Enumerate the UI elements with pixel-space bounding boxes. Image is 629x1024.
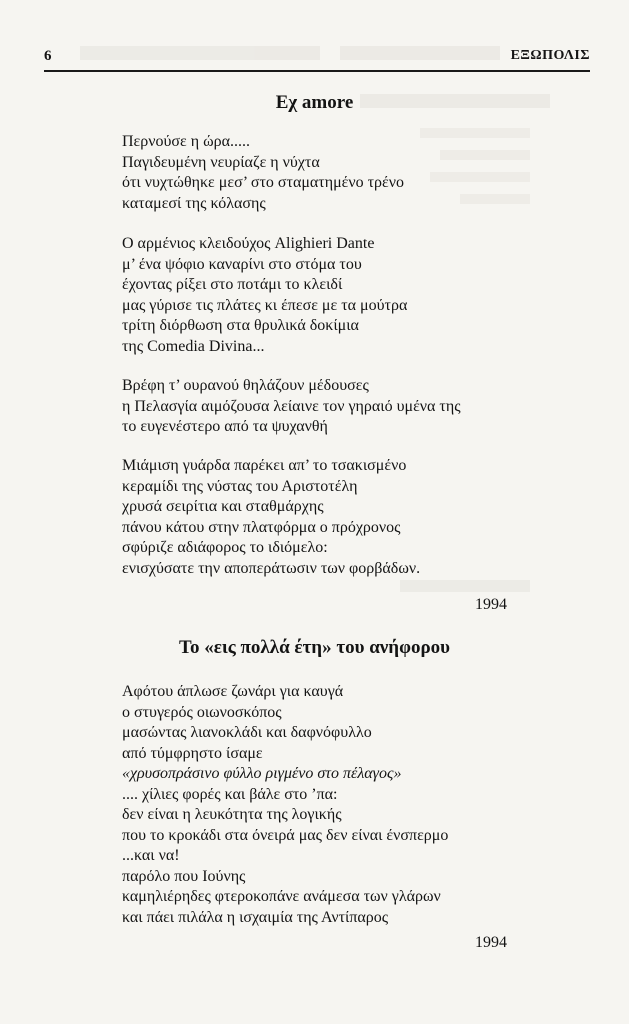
verse-line: και πάει πιλάλα η ισχαιμία της Αντίπαρος xyxy=(122,908,389,926)
stanza xyxy=(122,376,461,438)
verse-line: Παγιδευμένη νευρίαζε η νύχτα xyxy=(122,153,320,171)
poem-title: Το «εις πολλά έτη» του ανήφορου xyxy=(179,637,450,658)
verse-line: Ο αρμένιος κλειδούχος Alighieri Dante xyxy=(122,235,375,252)
verse-line: της Comedia Divina... xyxy=(122,337,265,355)
verse-line: το ευγενέστερο από τα ψυχανθή xyxy=(122,418,328,435)
poem-year: 1994 xyxy=(475,596,507,613)
poem-year: 1994 xyxy=(475,934,507,951)
header-rule xyxy=(44,70,590,72)
verse-line: μας γύρισε τις πλάτες κι έπεσε με τα μούτρα xyxy=(122,296,408,314)
verse-line: ότι νυχτώθηκε μεσ’ στο σταματημένο τρένο xyxy=(122,174,404,191)
poem-title: Εχ amore xyxy=(275,92,354,113)
verse-line: μ’ ένα ψόφιο καναρίνι στο στόμα του xyxy=(122,255,362,273)
verse-line: καταμεσί της κόλασης xyxy=(122,194,266,212)
verse-line: έχοντας ρίξει στο ποτάμι το κλειδί xyxy=(122,276,343,293)
verse-line: η Πελασγία αιμόζουσα λείαινε τον γηραιό υμένα της xyxy=(122,397,461,415)
verse-line: σφύριζε αδιάφορος το ιδιόμελο: xyxy=(122,539,328,556)
running-head-title: ΕΞΩΠΟΛΙΣ xyxy=(510,48,590,63)
verse-line: κεραμίδι της νύστας του Αριστοτέλη xyxy=(122,477,358,495)
verse-line: Περνούσε η ώρα..... xyxy=(122,133,251,150)
verse-line: ο στυγερός οιωνοσκόπος xyxy=(122,703,282,721)
verse-line: Μιάμιση γυάρδα παρέκει απ’ το τσακισμένο xyxy=(122,457,407,474)
verse-line: ...και να! xyxy=(122,847,180,864)
verse-line: από τύμφρηστο ίσαμε xyxy=(122,744,263,762)
verse-line: καμηλιέρηδες φτεροκοπάνε ανάμεσα των γλάρων xyxy=(122,888,441,905)
verse-line: Βρέφη τ’ ουρανού θηλάζουν μέδουσες xyxy=(122,377,369,394)
verse-line: δεν είναι η λευκότητα της λογικής xyxy=(122,806,342,823)
stanza xyxy=(122,132,404,214)
verse-line: .... χίλιες φορές και βάλε στο ’πα: xyxy=(122,785,338,803)
stanza xyxy=(122,234,407,357)
verse-line: ενισχύσατε την αποπεράτωσιν των φορβάδων. xyxy=(122,559,421,577)
page-number: 6 xyxy=(44,48,52,64)
verse-line-quote: «χρυσοπράσινο φύλλο ριγμένο στο πέλαγος» xyxy=(122,765,402,782)
verse-line: που το κροκάδι στα όνειρά μας δεν είναι ένσπερμο xyxy=(122,826,449,844)
verse-line: πάνου κάτου στην πλατφόρμα ο πρόχρονος xyxy=(122,518,401,536)
verse-line: μασώντας λιανοκλάδι και δαφνόφυλλο xyxy=(122,724,372,741)
verse-line: Αφότου άπλωσε ζωνάρι για καυγά xyxy=(122,683,344,700)
stanza xyxy=(122,682,448,928)
verse-line: παρόλο που Ιούνης xyxy=(122,867,246,885)
verse-line: τρίτη διόρθωση στα θρυλικά δοκίμια xyxy=(122,317,359,334)
stanza xyxy=(122,456,420,579)
running-header xyxy=(44,46,590,70)
verse-line: χρυσά σειρίτια και σταθμάρχης xyxy=(122,498,324,515)
